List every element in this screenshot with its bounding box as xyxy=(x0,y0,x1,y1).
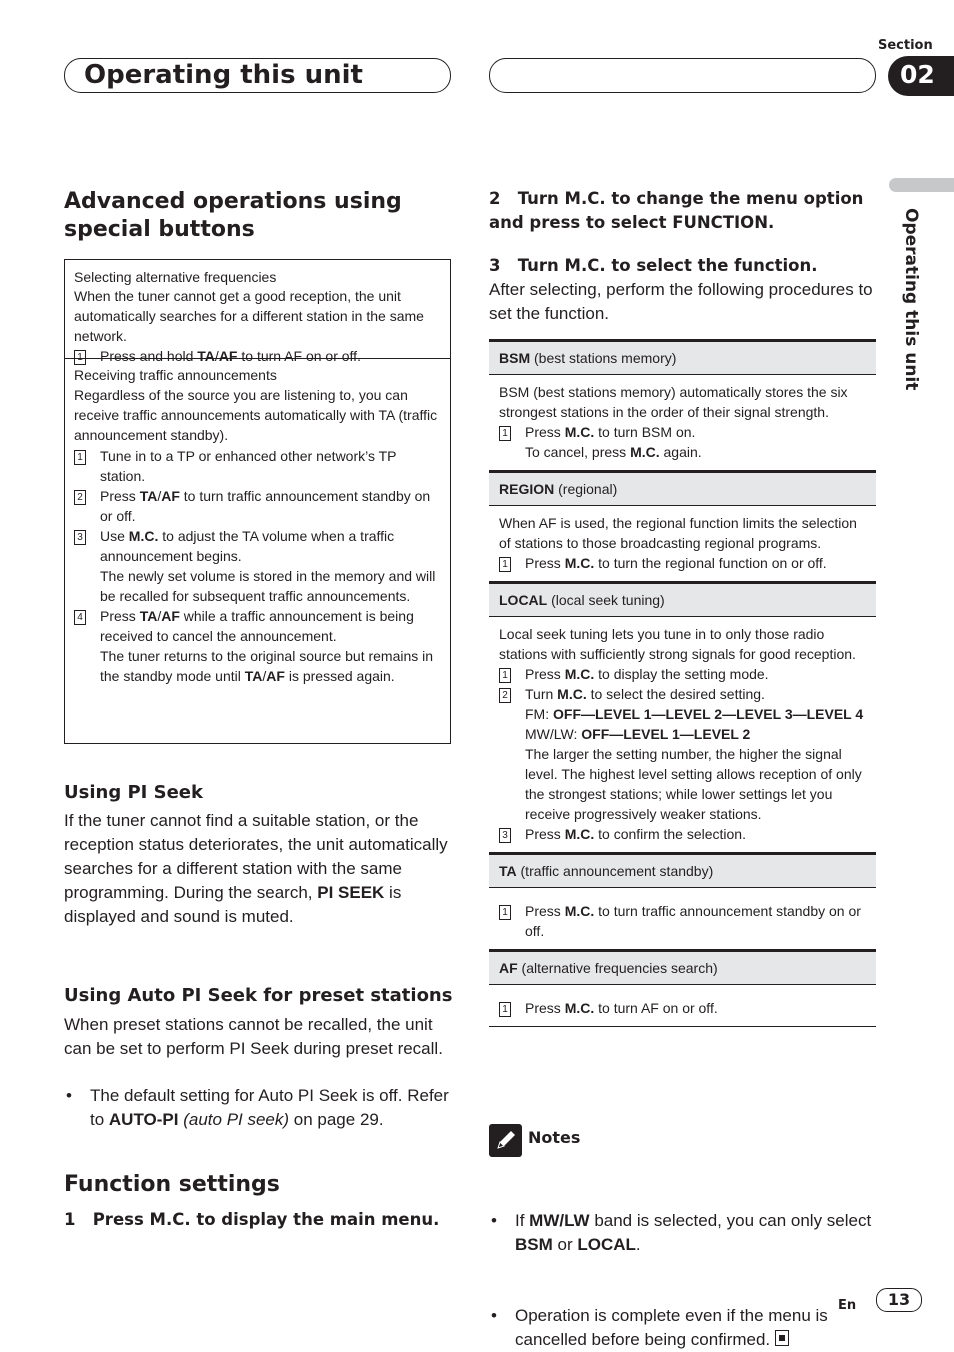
section-number: 02 xyxy=(900,60,935,89)
function-step-3: 3 Turn M.C. to select the function. xyxy=(489,256,818,275)
alt-frequencies-step-1: 1 Press and hold TA/AF to turn AF on or off. xyxy=(74,346,441,366)
local-body: Local seek tuning lets you tune in to only those radio stations with sufficiently strong signals for good reception. 1 Press M.C. to display the setting mode. 2 Turn M.C. to select the desired setting. FM: OFF—LEVEL 1—LEVEL 2—LEVEL 3—LEVEL 4 MW/LW: OFF—LEVEL 1—LEVEL 2 The larger the setting number, the higher the signal level. The highest level setting allows reception of only the strongest stations; while lower settings let you receive progressively weaker stations. 3 Press M.C. to confirm the selection. xyxy=(489,617,876,852)
ta-body: 1 Press M.C. to turn traffic announcement standby on or off. xyxy=(489,888,876,949)
region-header: REGION (regional) xyxy=(489,470,876,506)
ta-header: TA (traffic announcement standby) xyxy=(489,852,876,888)
region-body: When AF is used, the regional function limits the selection of stations to those broadcasting regional programs. 1 Press M.C. to turn the regional function on or off. xyxy=(499,515,857,571)
heading-function-settings: Function settings xyxy=(64,1172,280,1197)
traffic-announcements-cell xyxy=(65,358,450,692)
traffic-step-4-note: The tuner returns to the original source but remains in the standby mode until TA/AF is pressed again. xyxy=(100,648,434,684)
auto-pi-seek-text: When preset stations cannot be recalled, the unit can be set to perform PI Seek during preset recall. xyxy=(64,1015,443,1058)
traffic-step-4: 4 Press TA/AF while a traffic announcement is being received to cancel the announcement. The tuner returns to the original source but remains in the standby mode until TA/AF is pressed again. xyxy=(74,606,441,686)
step-number: 1 xyxy=(74,350,86,365)
side-tab-bar xyxy=(889,178,954,192)
page-number: 13 xyxy=(876,1288,922,1312)
traffic-step-2: 2 Press TA/AF to turn traffic announcement standby on or off. xyxy=(74,486,441,526)
heading-auto-pi-seek: Using Auto PI Seek for preset stations xyxy=(64,985,453,1006)
notes-title: Notes xyxy=(528,1128,581,1147)
info-box-special-buttons xyxy=(64,259,451,744)
pi-seek-text: If the tuner cannot find a suitable station, or the reception status deteriorates, the unit automatically searches for a different station with the same programming. During the search, PI SEEK is displayed and sound is muted. xyxy=(64,811,448,926)
footer-language: En xyxy=(838,1298,857,1313)
end-mark-icon xyxy=(775,1330,789,1346)
alt-frequencies-text: When the tuner cannot get a good reception, the unit automatically searches for a different station in the same network. xyxy=(74,288,424,344)
local-header: LOCAL (local seek tuning) xyxy=(489,581,876,617)
traffic-step-1: 1 Tune in to a TP or enhanced other network’s TP station. xyxy=(74,446,441,486)
page-title: Operating this unit xyxy=(84,60,363,90)
function-step-2: 2 Turn M.C. to change the menu option and press to select FUNCTION. xyxy=(489,189,864,232)
auto-pi-seek-bullet: • The default setting for Auto PI Seek is off. Refer to AUTO-PI (auto PI seek) on page 29. xyxy=(64,1084,452,1132)
notes-icon xyxy=(489,1124,522,1157)
heading-pi-seek: Using PI Seek xyxy=(64,782,203,803)
alt-frequencies-title: Selecting alternative frequencies xyxy=(74,269,277,285)
local-mw-levels: MW/LW: OFF—LEVEL 1—LEVEL 2 xyxy=(525,726,751,742)
traffic-title: Receiving traffic announcements xyxy=(74,367,277,383)
function-step-3-text: After selecting, perform the following procedures to set the function. xyxy=(489,280,873,323)
function-table xyxy=(489,339,876,1027)
note-2: • Operation is complete even if the menu is cancelled before being confirmed. xyxy=(489,1304,901,1352)
traffic-step-3: 3 Use M.C. to adjust the TA volume when a traffic announcement begins. The newly set volume is stored in the memory and will be recalled for subsequent traffic announcements. xyxy=(74,526,441,606)
traffic-step-3-note: The newly set volume is stored in the memory and will be recalled for subsequent traffic announcements. xyxy=(100,568,436,604)
bsm-body: BSM (best stations memory) automatically stores the six strongest stations in the order of their signal strength. 1 Press M.C. to turn BSM on. To cancel, press M.C. again. xyxy=(499,384,848,460)
note-1: • If MW/LW band is selected, you can only select BSM or LOCAL. xyxy=(489,1209,901,1257)
side-tab-label: Operating this unit xyxy=(901,208,921,391)
section-label: Section xyxy=(878,38,933,53)
alt-frequencies-cell xyxy=(65,260,450,364)
af-body: 1 Press M.C. to turn AF on or off. xyxy=(489,985,876,1027)
function-step-1: 1 Press M.C. to display the main menu. xyxy=(64,1210,440,1229)
local-fm-levels: FM: OFF—LEVEL 1—LEVEL 2—LEVEL 3—LEVEL 4 xyxy=(525,706,864,722)
header-right-frame xyxy=(489,58,876,93)
bsm-header: BSM (best stations memory) xyxy=(489,339,876,375)
af-header: AF (alternative frequencies search) xyxy=(489,949,876,985)
traffic-text: Regardless of the source you are listening to, you can receive traffic announcements automatically with TA (traffic announcement standby). xyxy=(74,387,438,443)
heading-advanced-operations: Advanced operations using special buttons xyxy=(64,189,402,242)
